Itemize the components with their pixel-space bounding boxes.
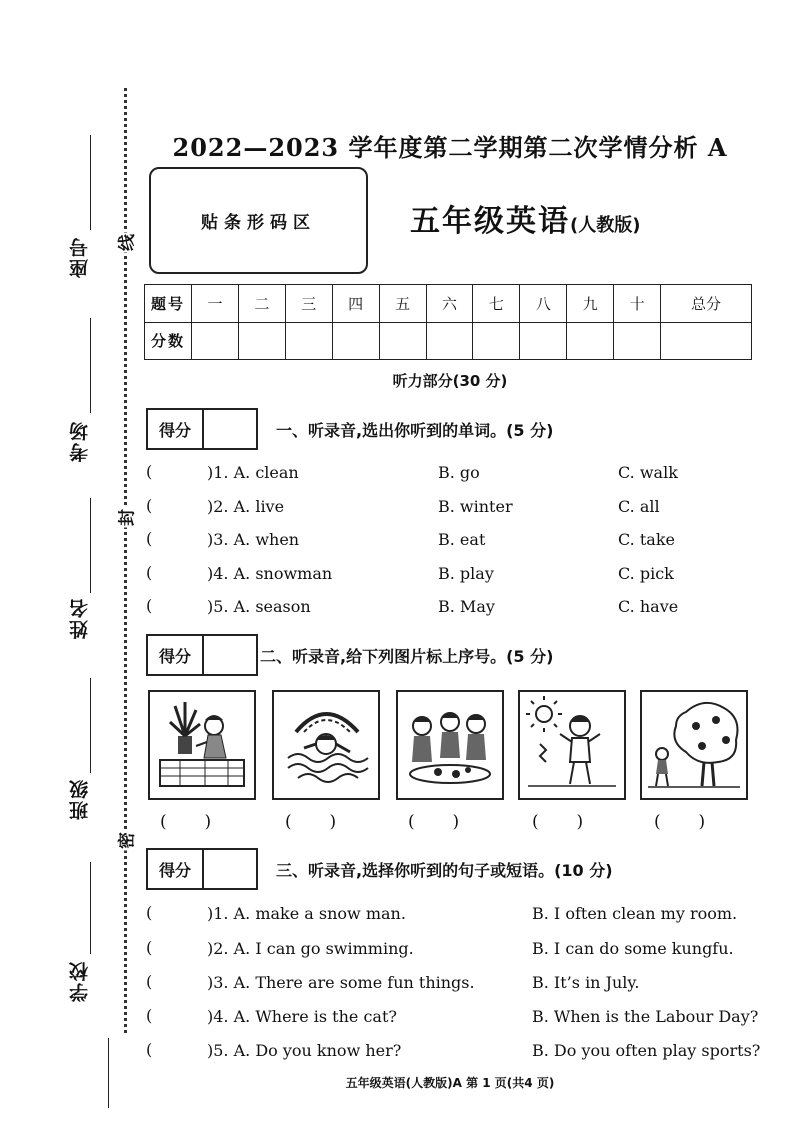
sunny-boy-illustration	[520, 692, 624, 798]
col-7: 七	[473, 285, 520, 323]
q1-score-entry[interactable]	[204, 410, 256, 448]
seat-number-label: 座号	[69, 236, 91, 278]
picture-answer-blank[interactable]: ( )	[408, 812, 460, 832]
exam-room-line	[90, 318, 91, 413]
col-3: 三	[285, 285, 332, 323]
name-line	[90, 498, 91, 593]
q1-option-b: B. go	[438, 463, 480, 482]
score-cell[interactable]	[661, 322, 752, 360]
q1-score-label: 得分	[148, 410, 204, 448]
q1-option-a: )3. A. when	[207, 530, 300, 549]
q3-score-entry[interactable]	[204, 850, 256, 888]
apple-tree-illustration	[642, 692, 746, 798]
seal-char-seal: 封	[113, 508, 138, 528]
q3-option-a: )2. A. I can go swimming.	[207, 939, 414, 958]
q3-option-b: B. I can do some kungfu.	[532, 939, 734, 958]
q3-option-a: )1. A. make a snow man.	[207, 904, 406, 923]
score-cell[interactable]	[567, 322, 614, 360]
picnic-illustration	[398, 692, 502, 798]
score-cell[interactable]	[520, 322, 567, 360]
q3-option-a: )3. A. There are some fun things.	[207, 973, 475, 992]
answer-paren[interactable]: (	[146, 972, 153, 991]
school-label: 学校	[69, 960, 91, 1002]
q1-option-b: B. May	[438, 597, 495, 616]
question-number-label: 题号	[145, 285, 192, 323]
answer-paren[interactable]: (	[146, 903, 153, 922]
q3-title: 三、听录音,选择你听到的句子或短语。(10 分)	[276, 861, 613, 880]
plant-watering-picture	[148, 690, 256, 800]
col-8: 八	[520, 285, 567, 323]
listening-section-heading: 听力部分(30 分)	[392, 372, 508, 390]
answer-paren[interactable]: (	[146, 496, 153, 515]
col-4: 四	[332, 285, 379, 323]
answer-paren[interactable]: (	[146, 563, 153, 582]
q1-option-b: B. eat	[438, 530, 486, 549]
q1-option-a: )1. A. clean	[207, 463, 299, 482]
q1-option-a: )2. A. live	[207, 497, 285, 516]
q2-score-label: 得分	[148, 636, 204, 674]
page-footer: 五年级英语(人教版)A 第 1 页(共4 页)	[345, 1076, 555, 1090]
answer-paren[interactable]: (	[146, 938, 153, 957]
answer-paren[interactable]: (	[146, 1006, 153, 1025]
score-cell[interactable]	[332, 322, 379, 360]
q1-option-c: C. have	[618, 597, 679, 616]
q2-title: 二、听录音,给下列图片标上序号。(5 分)	[260, 647, 554, 666]
score-cell[interactable]	[473, 322, 520, 360]
answer-paren[interactable]: (	[146, 1040, 153, 1059]
sunny-boy-picture	[518, 690, 626, 800]
picture-answer-blank[interactable]: ( )	[160, 812, 212, 832]
subject-name: 五年级英语	[410, 204, 570, 239]
col-5: 五	[379, 285, 426, 323]
score-table	[144, 284, 752, 360]
edition-label: (人教版)	[570, 215, 641, 236]
barcode-area: 贴条形码区	[149, 167, 368, 274]
q3-option-b: B. I often clean my room.	[532, 904, 738, 923]
picture-answer-blank[interactable]: ( )	[532, 812, 584, 832]
q3-score-label: 得分	[148, 850, 204, 888]
q3-option-a: )4. A. Where is the cat?	[207, 1007, 397, 1026]
col-6: 六	[426, 285, 473, 323]
q3-score-box	[146, 848, 258, 890]
score-cell[interactable]	[285, 322, 332, 360]
col-2: 二	[238, 285, 285, 323]
score-cell[interactable]	[379, 322, 426, 360]
seat-number-line	[90, 135, 91, 230]
seal-char-line: 线	[113, 233, 138, 253]
seal-dotted-line	[124, 88, 127, 1033]
picnic-picture	[396, 690, 504, 800]
apple-tree-picture	[640, 690, 748, 800]
score-cell[interactable]	[614, 322, 661, 360]
picture-answer-blank[interactable]: ( )	[654, 812, 706, 832]
score-cell[interactable]	[426, 322, 473, 360]
q1-option-c: C. walk	[618, 463, 678, 482]
q3-option-b: B. Do you often play sports?	[532, 1041, 761, 1060]
score-cell[interactable]	[238, 322, 285, 360]
col-10: 十	[614, 285, 661, 323]
score-table-header-row	[145, 285, 752, 323]
swimming-picture	[272, 690, 380, 800]
score-cell[interactable]	[192, 322, 239, 360]
q2-score-box	[146, 634, 258, 676]
class-label: 班级	[69, 778, 91, 820]
score-table-score-row	[145, 322, 752, 360]
col-total: 总分	[661, 285, 752, 323]
q1-title: 一、听录音,选出你听到的单词。(5 分)	[276, 421, 554, 440]
q3-option-b: B. It’s in July.	[532, 973, 640, 992]
q2-score-entry[interactable]	[204, 636, 256, 674]
plant-watering-illustration	[150, 692, 254, 798]
class-line	[90, 678, 91, 773]
name-label: 姓名	[69, 597, 91, 639]
col-9: 九	[567, 285, 614, 323]
swimming-illustration	[274, 692, 378, 798]
score-label: 分数	[145, 322, 192, 360]
q1-option-a: )5. A. season	[207, 597, 311, 616]
exam-title: 2022—2023 学年度第二学期第二次学情分析 A	[172, 133, 728, 162]
binding-edge-line	[108, 1038, 109, 1108]
answer-paren[interactable]: (	[146, 462, 153, 481]
answer-paren[interactable]: (	[146, 596, 153, 615]
col-1: 一	[192, 285, 239, 323]
q1-option-b: B. play	[438, 564, 494, 583]
seal-char-secret: 密	[113, 831, 138, 851]
q1-option-c: C. all	[618, 497, 660, 516]
q1-option-c: C. pick	[618, 564, 674, 583]
q1-option-c: C. take	[618, 530, 675, 549]
q1-option-b: B. winter	[438, 497, 513, 516]
exam-room-label: 考场	[69, 420, 91, 462]
q1-option-a: )4. A. snowman	[207, 564, 333, 583]
picture-answer-blank[interactable]: ( )	[285, 812, 337, 832]
q3-option-a: )5. A. Do you know her?	[207, 1041, 402, 1060]
q1-score-box	[146, 408, 258, 450]
answer-paren[interactable]: (	[146, 529, 153, 548]
subject-title	[410, 196, 640, 240]
q3-option-b: B. When is the Labour Day?	[532, 1007, 759, 1026]
school-line	[90, 862, 91, 954]
